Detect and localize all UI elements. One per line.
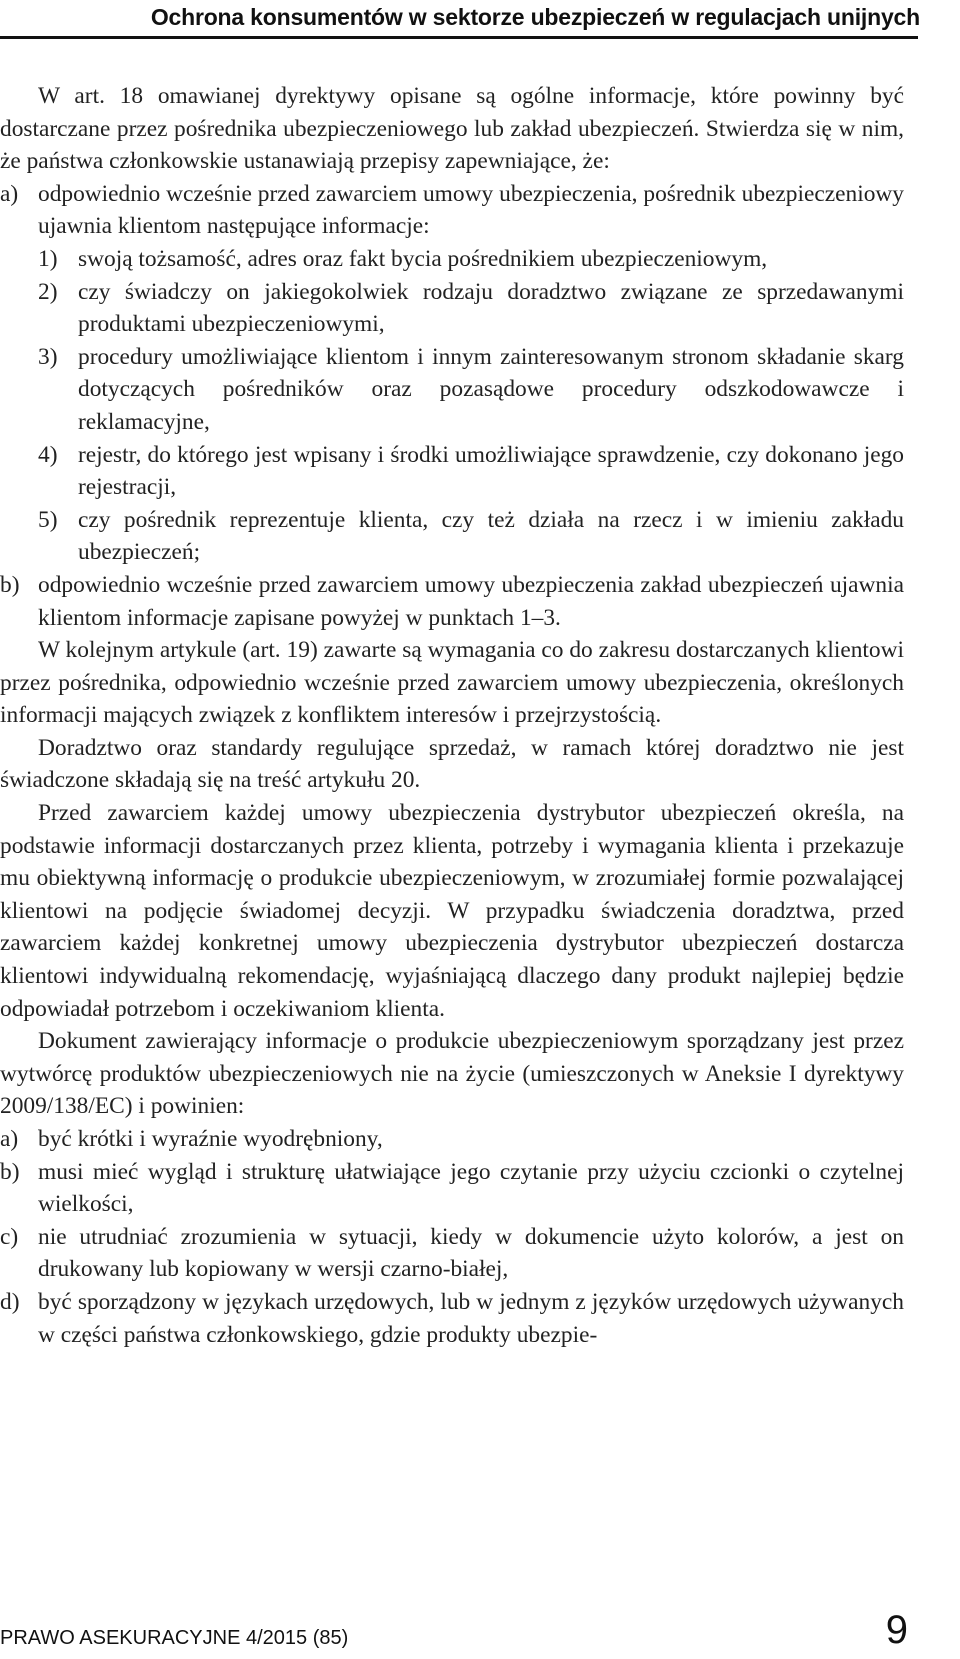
list-marker: 3) — [38, 343, 58, 370]
paragraph-art19: W kolejnym artykule (art. 19) zawarte są wymagania co do zakresu dostarczanych klientowi przez pośrednika, odpowiednio wcześnie przed zawarciem umowy ubezpieczenia, określonych informacji mających związek z konfliktem interesów i przejrzystością. — [0, 637, 904, 729]
journal-footer: PRAWO ASEKURACYJNE 4/2015 (85) — [0, 1627, 349, 1649]
list-item-b — [0, 569, 904, 634]
header-rule — [0, 36, 918, 39]
list-marker: b) — [0, 1158, 20, 1185]
paragraph-intro-text: W art. 18 omawianej dyrektywy opisane są ogólne informacje, które powinny być dostarczane przez pośrednika ubezpieczeniowego lub zakład ubezpieczeń. Stwierdza się w nim, że państwa członkowskie ustanawiają przepisy zapewniające, że: — [0, 83, 904, 175]
list-item-text: być sporządzony w językach urzędowych, lub w jednym z języków urzędowych używanych w części państwa członkowskiego, gdzie produkty ubezpie- — [38, 1288, 904, 1348]
list-marker: c) — [0, 1223, 19, 1250]
list2-item-b — [0, 1156, 904, 1221]
list2-item-d — [0, 1286, 904, 1351]
article-body — [0, 80, 904, 1351]
list-marker: 5) — [38, 506, 58, 533]
paragraph-distributor: Przed zawarciem każdej umowy ubezpieczenia dystrybutor ubezpieczeń określa, na podstawie informacji dostarczanych przez klienta, potrzeby i wymagania klienta i przekazuje mu obiektywną informację o produkcie ubezpieczeniowym, w zrozumiałej formie pozwalającej klientowi na podjęcie świadomej decyzji. W przypadku świadczenia doradztwa, przed zawarciem każdej konkretnej umowy ubezpieczenia dystrybutor ubezpieczeń dostarcza klientowi indywidualną rekomendację, wyjaśniającą dlaczego dany produkt najlepiej będzie odpowiadał potrzebom i oczekiwaniom klienta. — [0, 800, 904, 1022]
list-marker: 1) — [38, 245, 58, 272]
list-marker: b) — [0, 571, 20, 598]
list-marker: a) — [0, 180, 19, 207]
list-item-text: odpowiednio wcześnie przed zawarciem umowy ubezpieczenia, pośrednik ubezpieczeniowy ujawnia klientom następujące informacje: — [38, 180, 904, 240]
list-item-text: nie utrudniać zrozumienia w sytuacji, kiedy w dokumencie użyto kolorów, a jest on drukowany lub kopiowany w wersji czarno-białej, — [38, 1223, 904, 1283]
paragraph-art20: Doradztwo oraz standardy regulujące sprzedaż, w ramach której doradztwo nie jest świadczone składają się na treść artykułu 20. — [0, 734, 904, 794]
sublist-item-4 — [38, 439, 904, 504]
list-marker: d) — [0, 1288, 20, 1315]
sublist-item-1 — [38, 243, 904, 276]
list-marker: a) — [0, 1126, 19, 1152]
list-item-text: musi mieć wygląd i strukturę ułatwiające jego czytanie przy użyciu czcionki o czytelnej wielkości, — [38, 1158, 904, 1218]
list2-item-a — [0, 1123, 904, 1156]
list-marker: 4) — [38, 441, 58, 468]
sublist-item-5 — [38, 504, 904, 569]
sublist-item-3 — [38, 341, 904, 439]
paragraph-document: Dokument zawierający informacje o produkcie ubezpieczeniowym sporządzany jest przez wytwórcę produktów ubezpieczeniowych nie na życie (umieszczonych w Aneksie I dyrektywy 2009/138/EC) i powinien: — [0, 1028, 904, 1120]
list-marker: 2) — [38, 278, 58, 305]
paragraph-intro — [0, 80, 904, 178]
list-item-text: swoją tożsamość, adres oraz fakt bycia pośrednikiem ubezpieczeniowym, — [78, 245, 768, 272]
list-item-text: czy świadczy on jakiegokolwiek rodzaju doradztwo związane ze sprzedawanymi produktami ubezpieczeniowymi, — [78, 278, 904, 338]
list-item-text: być krótki i wyraźnie wyodrębniony, — [38, 1126, 383, 1152]
page-number: 9 — [885, 1608, 908, 1652]
list-item-text: odpowiednio wcześnie przed zawarciem umowy ubezpieczenia zakład ubezpieczeń ujawnia klientom informacje zapisane powyżej w punktach 1–3. — [38, 571, 904, 631]
running-header: Ochrona konsumentów w sektorze ubezpieczeń w regulacjach unijnych — [150, 4, 920, 30]
list-item-text: czy pośrednik reprezentuje klienta, czy też działa na rzecz i w imieniu zakładu ubezpieczeń; — [78, 506, 904, 566]
list-item-text: procedury umożliwiające klientom i innym zainteresowanym stronom składanie skarg dotyczących pośredników oraz pozasądowe procedury odszkodowawcze i reklamacyjne, — [78, 343, 904, 435]
sublist-item-2 — [38, 276, 904, 341]
list-item-text: rejestr, do którego jest wpisany i środki umożliwiające sprawdzenie, czy dokonano jego rejestracji, — [78, 441, 904, 501]
list2-item-c — [0, 1221, 904, 1286]
list-item-a — [0, 178, 904, 243]
